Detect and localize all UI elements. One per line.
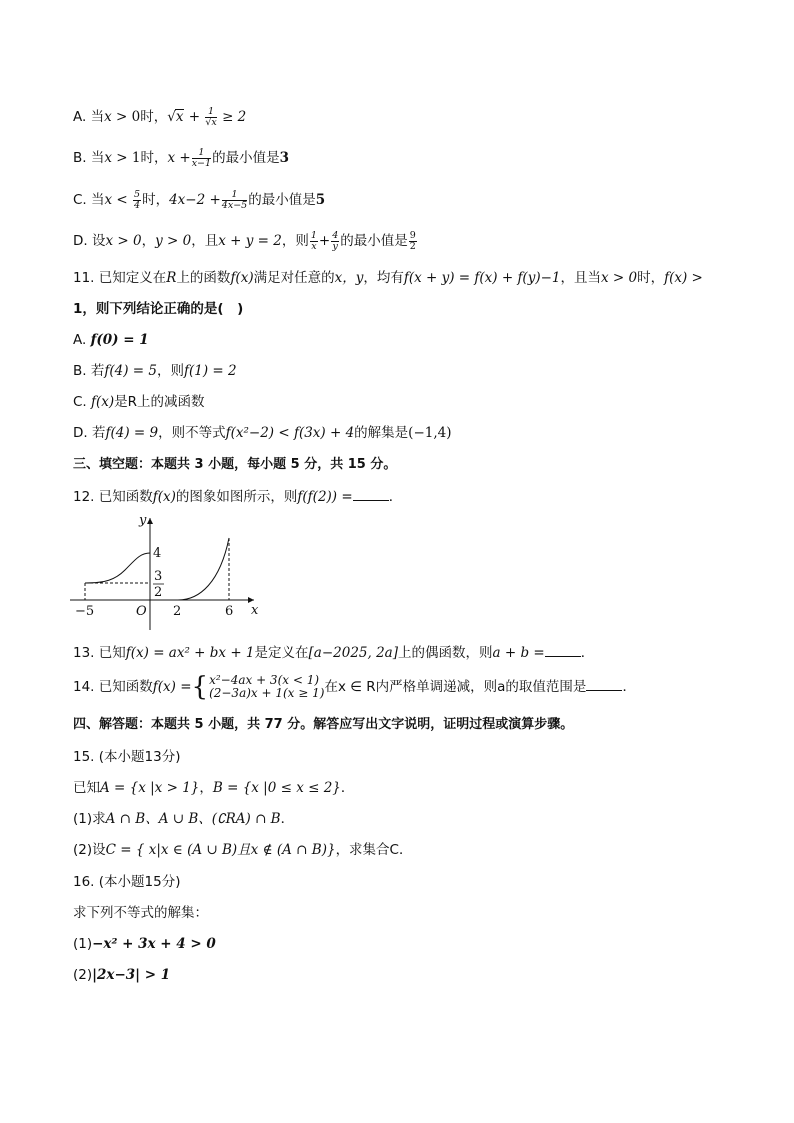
q16-l2-pre: (1)	[73, 936, 93, 952]
option-a-expr: √x + $\frac{1}{√x}$ ≥ 2	[167, 106, 247, 128]
q14-stem	[73, 674, 636, 700]
q12-text-mid: 的图象如图所示，则	[175, 489, 298, 505]
option-b-tail: 的最小值是	[212, 150, 280, 166]
q11-text-b: 上的函数	[176, 270, 231, 286]
q14-case1: x²−4ax + 3(x < 1)	[209, 673, 320, 687]
q15-l2-pre: (1)求	[73, 811, 106, 827]
option-b-cond: x	[104, 150, 112, 166]
q11-text-d: ，均有	[363, 270, 404, 286]
q12-stem	[73, 487, 402, 507]
section-4-heading: 四、解答题：本题共 5 小题，共 77 分。解答应写出文字说明，证明过程或演算步骤。	[73, 717, 574, 732]
q15-l1-end: ．	[340, 780, 355, 796]
q15-set-c: C = { x|x ∈ (A ∪ B)且x ∉ (A ∩ B)}	[105, 842, 336, 858]
q15-ops: A ∩ B、A ∪ B、(∁RA) ∩ B	[105, 811, 281, 827]
q14-case2: (2−3a)x + 1(x ≥ 1)	[209, 686, 325, 700]
q14-f: f(x) =	[152, 679, 192, 695]
q15-title: 15. (本小题13分)	[73, 749, 181, 765]
q14-text-end: ．	[622, 679, 636, 695]
q11-option-b-expr1: f(4) = 5	[104, 363, 157, 379]
curve-left	[85, 553, 150, 583]
tick-label-6: 6	[225, 604, 234, 619]
option-c-tail: 的最小值是	[248, 192, 316, 208]
option-b: B. 当x > 1时，x + $\frac{1}{x-1}$ 的最小值是3	[73, 147, 289, 169]
q13-ab: a + b =	[492, 645, 545, 661]
q11-R: R	[166, 270, 177, 286]
option-d-tail: 的最小值是	[340, 233, 408, 249]
q16-ineq1: −x² + 3x + 4 > 0	[92, 936, 216, 952]
q14-text-mid: 在x ∈ R内严格单调递减，则a的取值范围是	[324, 679, 587, 695]
section-3-heading: 三、填空题：本题共 3 小题，每小题 5 分，共 15 分。	[73, 457, 397, 472]
q13-answer-blank[interactable]	[545, 644, 581, 657]
tick-label-3: 3	[154, 569, 163, 584]
q11-text-c: 满足对任意的	[253, 270, 335, 286]
option-c-expr: 4x−2 + $\frac{1}{4x-5}$	[169, 189, 248, 211]
q11-option-d-label: D. 若	[73, 425, 106, 441]
tick-label-2: 2	[173, 604, 182, 619]
q13-stem	[73, 643, 594, 663]
q11-text-line2: 1，则下列结论正确的是( )	[73, 301, 244, 317]
q11-option-a-expr: f(0) = 1	[90, 332, 149, 348]
q11-option-b	[73, 361, 237, 381]
y-axis-label: y	[139, 513, 147, 528]
q11-option-d-expr2: f(x²−2) < f(3x) + 4	[225, 425, 355, 441]
q15-line1: 已知A = {x |x > 1}，B = {x |0 ≤ x ≤ 2}．	[73, 780, 355, 796]
q12-text-pre: 12. 已知函数	[73, 489, 153, 505]
option-d-sep3: ，则	[281, 233, 309, 249]
q16-l3-pre: (2)	[73, 967, 93, 983]
option-d-label: D. 设	[73, 233, 106, 249]
q13-text-mid2: 上的偶函数，则	[398, 645, 493, 661]
q14-text-pre: 14. 已知函数	[73, 679, 153, 695]
q11-text-f: 时，	[637, 270, 665, 286]
q11-option-b-mid: ，则	[156, 363, 184, 379]
q11-option-c	[73, 392, 205, 412]
q11-f: f(x)	[230, 270, 254, 286]
q11-option-b-expr2: f(1) = 2	[183, 363, 237, 379]
option-a: A. 当x > 0时，√x + $\frac{1}{√x}$ ≥ 2	[73, 106, 247, 128]
x-axis-label: x	[251, 603, 259, 618]
option-b-expr: x + $\frac{1}{x-1}$	[167, 147, 212, 169]
q13-text-end: ．	[580, 645, 595, 661]
option-b-shi: 时，	[140, 150, 168, 166]
q12-answer-blank[interactable]	[353, 488, 389, 501]
option-d-y: y > 0	[155, 233, 192, 249]
q13-text-mid: 是定义在	[254, 645, 309, 661]
q12-ff: f(f(2)) =	[297, 489, 353, 505]
option-d-sum: x + y = 2	[218, 233, 282, 249]
q16-line1: 求下列不等式的解集：	[73, 905, 208, 921]
q13-interval: [a−2025, 2a]	[308, 645, 398, 661]
option-d	[73, 231, 418, 252]
q11-cond: x > 0	[601, 270, 638, 286]
q11-stem-line1	[73, 268, 703, 288]
q15-l3-end: ，求集合C．	[335, 842, 413, 858]
option-c-label: C. 当	[73, 192, 105, 208]
option-c-val: 5	[315, 192, 326, 208]
q15-line2	[73, 809, 294, 829]
q11-option-b-label: B. 若	[73, 363, 105, 379]
q16-ineq2: |2x−3| > 1	[92, 967, 171, 983]
q11-option-d-mid: ，则不等式	[158, 425, 226, 441]
option-a-shi: 时，	[140, 109, 168, 125]
q12-function-graph	[70, 512, 270, 634]
option-d-x: x > 0	[105, 233, 142, 249]
option-c-cond: x < $\frac{5}{4}$	[104, 189, 141, 211]
q11-option-d	[73, 423, 452, 443]
q15-l3-pre: (2)设	[73, 842, 106, 858]
option-c-shi: 时，	[142, 192, 170, 208]
q15-l1-pre: 已知	[73, 780, 100, 796]
option-a-cond: x	[104, 109, 112, 125]
q16-line3	[73, 965, 170, 985]
q14-answer-blank[interactable]	[586, 678, 622, 691]
option-d-val: $\frac{9}{2}$	[409, 230, 416, 252]
q14-brace: {	[191, 672, 209, 702]
option-c	[73, 190, 325, 211]
q13-f: f(x) = ax² + bx + 1	[125, 645, 255, 661]
origin-label: O	[136, 604, 147, 619]
q11-option-c-tail: 是R上的减函数	[114, 394, 205, 410]
q14-cases	[209, 674, 324, 700]
q15-l2-end: ．	[280, 811, 295, 827]
q11-option-a-label: A.	[73, 332, 91, 348]
tick-label-4: 4	[153, 546, 162, 561]
option-d-expr: $\frac{1}{x}$ + $\frac{4}{y}$	[310, 230, 339, 252]
q13-text-pre: 13. 已知	[73, 645, 126, 661]
option-b-val: 3	[279, 150, 289, 166]
q11-xy: x，y	[334, 270, 364, 286]
curve-right	[178, 538, 229, 600]
q11-text-a: 11. 已知定义在	[73, 270, 167, 286]
q16-line2	[73, 934, 216, 954]
q11-stem-line2	[73, 299, 243, 319]
q16-title: 16. (本小题15分)	[73, 874, 181, 890]
option-a-label: A. 当	[73, 109, 105, 125]
q11-option-c-label: C.	[73, 394, 92, 410]
option-d-sep2: ，且	[191, 233, 219, 249]
option-d-sep1: ，	[141, 233, 156, 249]
q15-set-b: B = {x |0 ≤ x ≤ 2}	[212, 780, 341, 796]
q11-option-c-expr: f(x)	[91, 394, 115, 410]
q11-option-d-expr3: (−1,4)	[408, 425, 452, 441]
option-b-label: B. 当	[73, 150, 105, 166]
q11-option-d-expr1: f(4) = 9	[105, 425, 159, 441]
q11-option-d-mid2: 的解集是	[354, 425, 409, 441]
q11-option-a	[73, 330, 149, 350]
q15-line3	[73, 840, 413, 860]
q11-eq: f(x + y) = f(x) + f(y)−1	[403, 270, 561, 286]
q15-set-a: A = {x |x > 1}	[100, 780, 200, 796]
tick-label-neg5: −5	[75, 604, 95, 619]
q11-text-e: ，且当	[560, 270, 601, 286]
q12-text-end: ．	[388, 489, 403, 505]
tick-label-2y: 2	[154, 585, 163, 600]
q11-fx: f(x) >	[664, 270, 703, 286]
q12-f: f(x)	[152, 489, 176, 505]
